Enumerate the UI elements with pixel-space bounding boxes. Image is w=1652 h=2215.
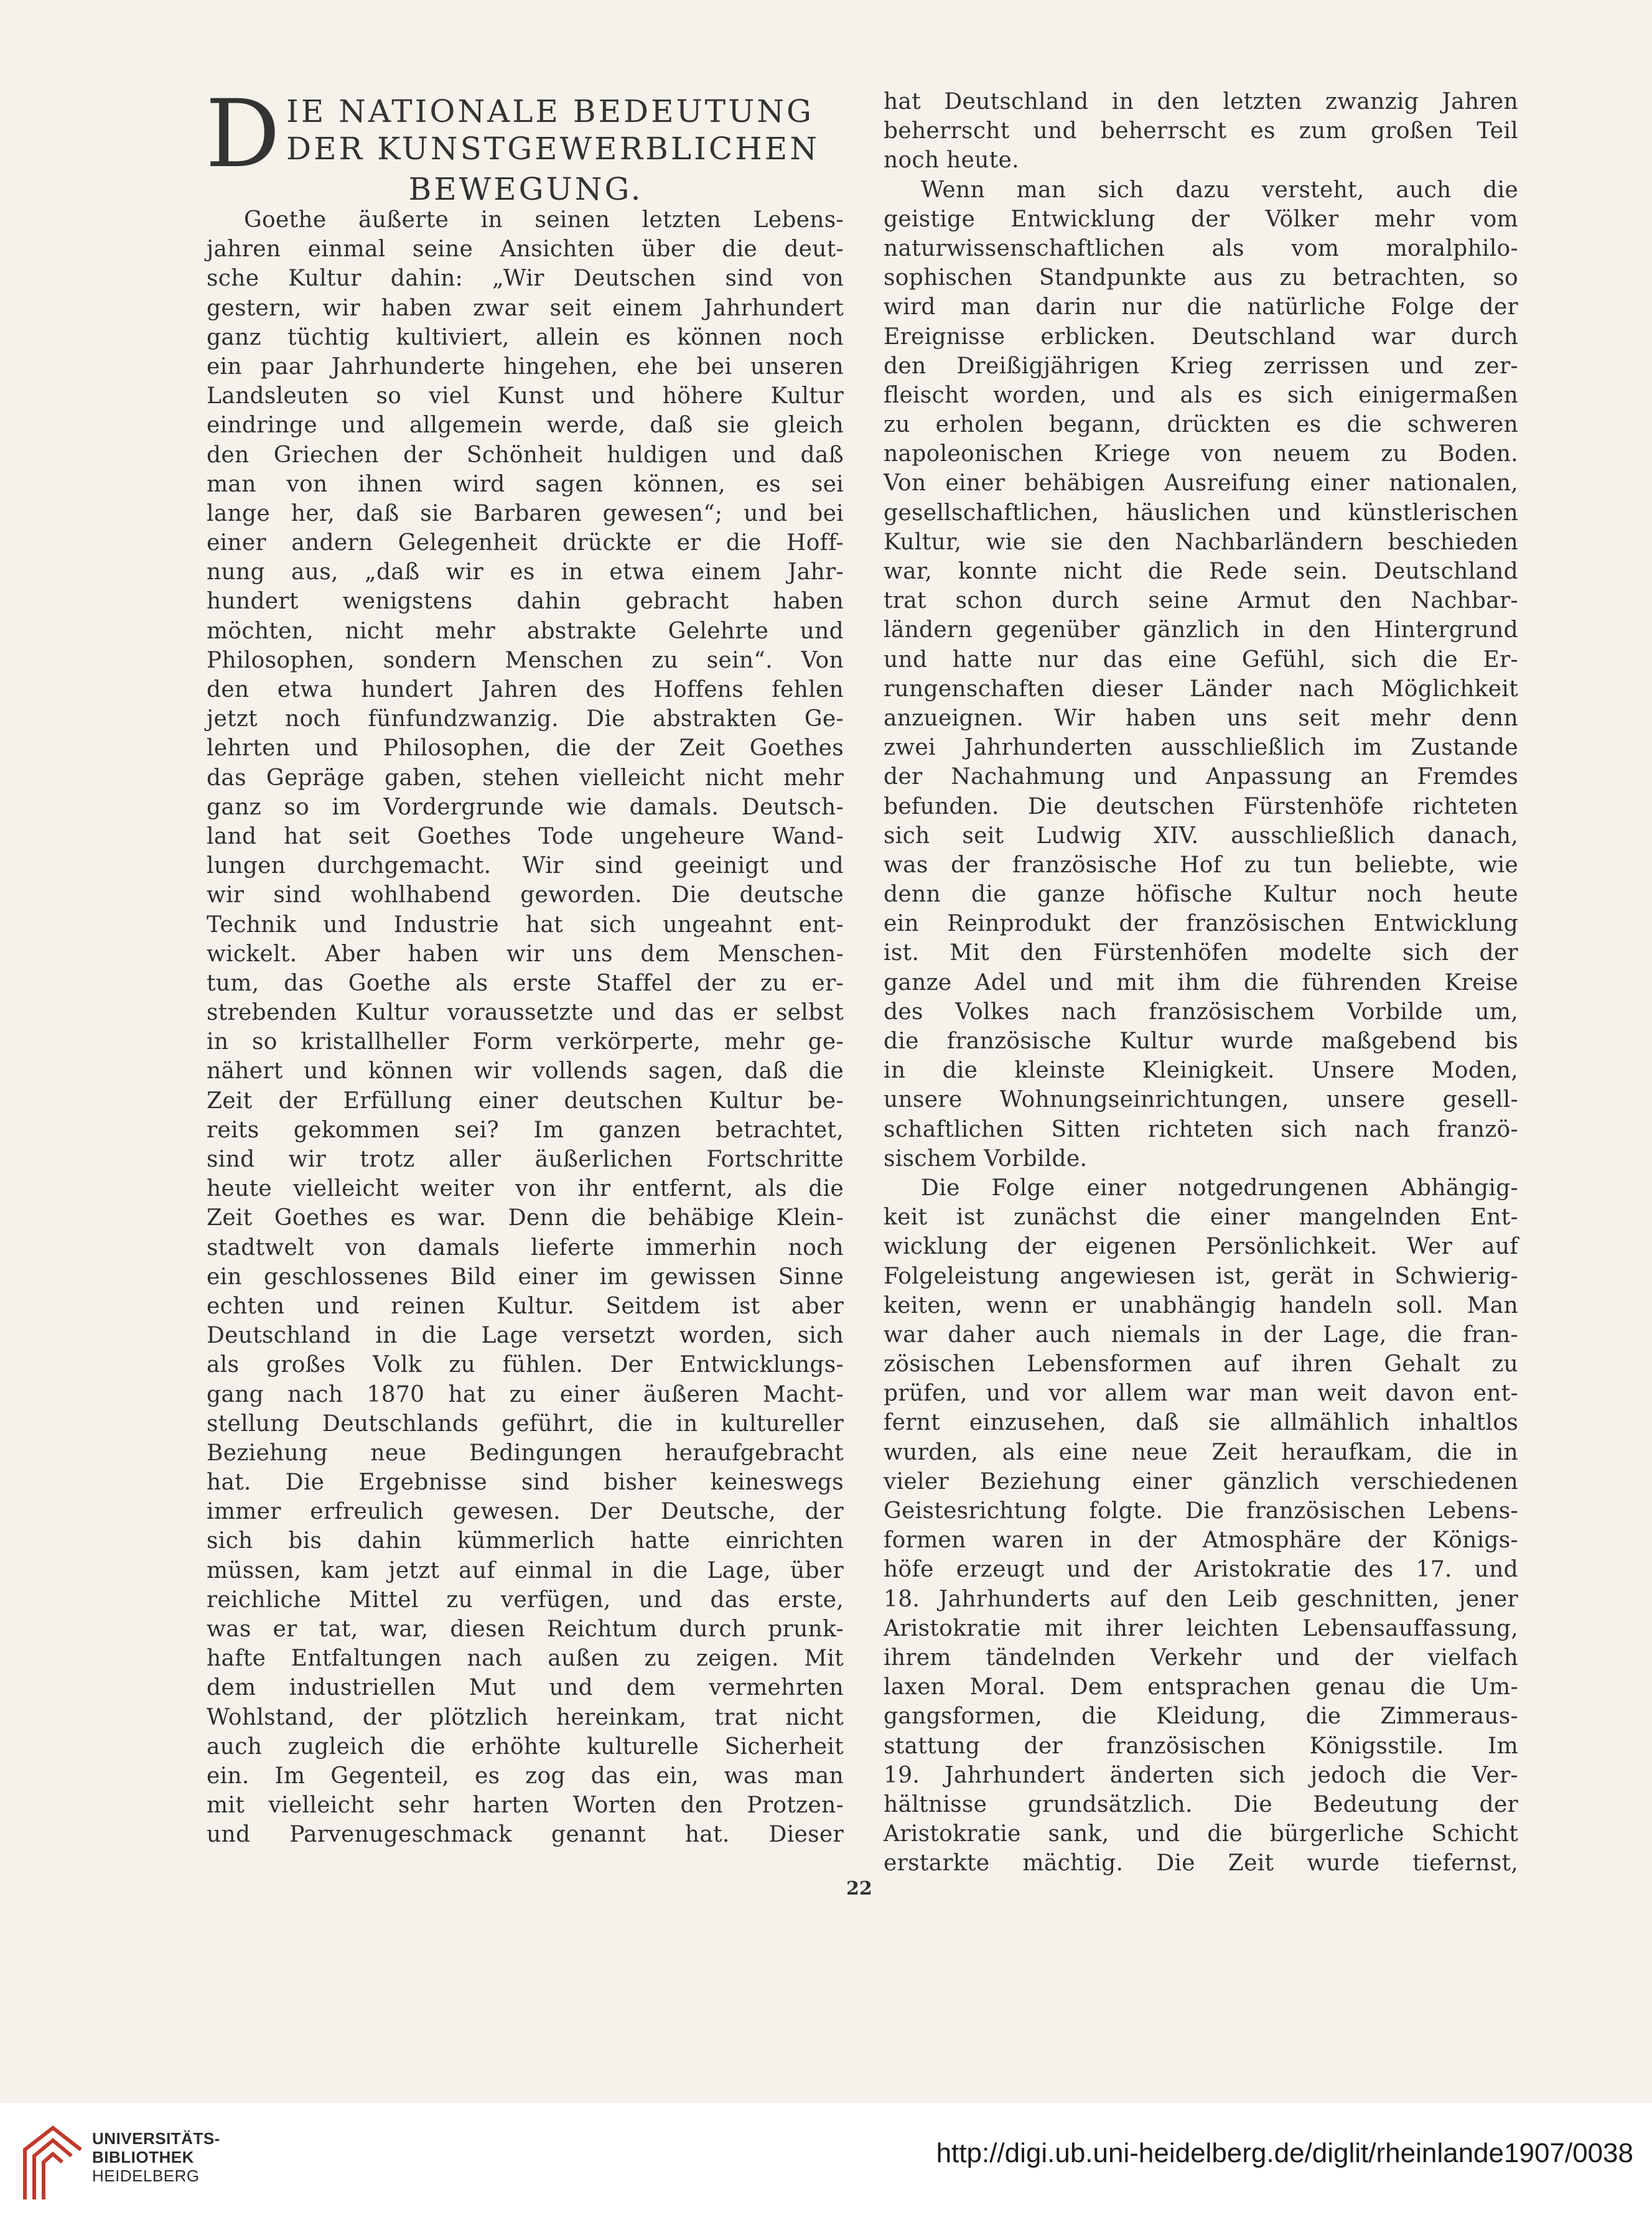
text-line: wickelt. Aber haben wir uns dem Menschen- <box>207 941 844 967</box>
library-name <box>92 2129 220 2185</box>
text-line: der Nachahmung und Anpassung an Fremdes <box>884 764 1518 790</box>
text-line: befunden. Die deutschen Fürstenhöfe richteten <box>884 793 1518 819</box>
text-line: hundert wenigstens dahin gebracht haben <box>207 589 844 615</box>
library-logo-icon <box>19 2122 84 2203</box>
text-line: land hat seit Goethes Tode ungeheure Wand- <box>207 823 844 849</box>
text-line: sophischen Standpunkte aus zu betrachten, so <box>884 265 1518 291</box>
text-line: Kultur, wie sie den Nachbarländern beschieden <box>884 529 1518 555</box>
text-line: Folgeleistung angewiesen ist, gerät in Schwierig- <box>884 1263 1518 1289</box>
text-line: denn die ganze höfische Kultur noch heute <box>884 882 1518 908</box>
text-line: sich seit Ludwig XIV. ausschließlich danach, <box>884 823 1518 849</box>
text-line: lungen durchgemacht. Wir sind geeinigt und <box>207 853 844 879</box>
text-line: gangsformen, die Kleidung, die Zimmeraus- <box>884 1704 1518 1730</box>
text-line: jahren einmal seine Ansichten über die deut- <box>207 236 844 263</box>
text-line: echten und reinen Kultur. Seitdem ist aber <box>207 1293 844 1319</box>
text-line: war, konnte nicht die Rede sein. Deutschland <box>884 559 1518 584</box>
text-line: höfe erzeugt und der Aristokratie des 17. und <box>884 1557 1518 1583</box>
text-line: geistige Entwicklung der Völker mehr vom <box>884 206 1518 232</box>
text-line: Beziehung neue Bedingungen heraufgebracht <box>207 1440 844 1466</box>
text-line: heute vielleicht weiter von ihr entfernt, als die <box>207 1176 844 1202</box>
library-line-2: BIBLIOTHEK <box>92 2148 194 2166</box>
text-line: trat schon durch seine Armut den Nachbar- <box>884 588 1518 614</box>
text-line: Goethe äußerte in seinen letzten Lebens- <box>244 207 844 233</box>
footer-bar <box>0 2103 1652 2215</box>
text-line: keit ist zunächst die einer mangelnden Ent- <box>884 1205 1518 1231</box>
text-line: anzueignen. Wir haben uns seit mehr denn <box>884 705 1518 731</box>
text-line: sind wir trotz aller äußerlichen Fortschritte <box>207 1147 844 1172</box>
text-line: Technik und Industrie hat sich ungeahnt ent- <box>207 912 844 938</box>
text-line: eindringe und allgemein werde, daß sie gleich <box>207 413 844 439</box>
text-line: in so kristallheller Form verkörperte, mehr ge- <box>207 1029 844 1055</box>
text-line: ganze Adel und mit ihm die führenden Kreise <box>884 969 1518 996</box>
text-line: hat Deutschland in den letzten zwanzig Jahren <box>884 89 1518 114</box>
text-line: Aristokratie sank, und die bürgerliche Schicht <box>884 1821 1518 1847</box>
text-line: stattung der französischen Königsstile. Im <box>884 1733 1518 1759</box>
text-line: Die Folge einer notgedrungenen Abhängig- <box>921 1175 1518 1201</box>
text-line: und hatte nur das eine Gefühl, sich die Er- <box>884 646 1518 673</box>
text-line: naturwissenschaftlichen als vom moralphilo- <box>884 235 1518 261</box>
text-line: fernt einzusehen, daß sie allmählich inhaltlos <box>884 1410 1518 1436</box>
text-line: hältnisse grundsätzlich. Die Bedeutung der <box>884 1791 1518 1817</box>
text-line: jetzt noch fünfundzwanzig. Die abstrakten Ge- <box>207 706 844 732</box>
text-line: ganz so im Vordergrunde wie damals. Deutsch- <box>207 794 844 820</box>
text-line: Zeit Goethes es war. Denn die behäbige Klein- <box>207 1205 844 1231</box>
text-line: Wenn man sich dazu versteht, auch die <box>921 177 1518 203</box>
text-line: sche Kultur dahin: „Wir Deutschen sind von <box>207 266 844 292</box>
text-line: zösischen Lebensformen auf ihren Gehalt zu <box>884 1351 1518 1378</box>
text-line: ganz tüchtig kultiviert, allein es können noch <box>207 324 844 350</box>
text-line: schaftlichen Sitten richteten sich nach franzö- <box>884 1116 1518 1142</box>
text-line: ein Reinprodukt der französischen Entwicklung <box>884 911 1518 937</box>
text-line: strebenden Kultur voraussetzte und das er selbst <box>207 1000 844 1026</box>
page-number: 22 <box>846 1878 872 1900</box>
text-line: Aristokratie mit ihrer leichten Lebensauffassung, <box>884 1615 1518 1641</box>
text-line: Ereignisse erblicken. Deutschland war durch <box>884 324 1518 350</box>
title-line-1: IE NATIONALE BEDEUTUNG <box>286 93 814 129</box>
text-line: napoleonischen Kriege von neuem zu Boden. <box>884 441 1518 467</box>
text-line: zu erholen begann, drückten es die schweren <box>884 412 1518 438</box>
text-line: gesellschaftlichen, häuslichen und künstlerischen <box>884 500 1518 526</box>
text-line: wicklung der eigenen Persönlichkeit. Wer auf <box>884 1234 1518 1260</box>
title-line-2: DER KUNSTGEWERBLICHEN <box>286 131 819 167</box>
text-line: sich bis dahin kümmerlich hatte einrichten <box>207 1528 844 1554</box>
title-line-3: BEWEGUNG. <box>408 171 643 207</box>
text-line: stadtwelt von damals lieferte immerhin noch <box>207 1234 844 1261</box>
text-line: was der französische Hof zu tun beliebte, wie <box>884 852 1518 878</box>
text-line: Wohlstand, der plötzlich hereinkam, trat nicht <box>207 1704 844 1730</box>
text-line: ihrem tändelnden Verkehr und der vielfach <box>884 1644 1518 1671</box>
dropcap: D <box>205 80 281 189</box>
text-line: fleischt worden, und als es sich einigermaßen <box>884 382 1518 408</box>
text-line: immer erfreulich gewesen. Der Deutsche, der <box>207 1499 844 1525</box>
text-line: was er tat, war, diesen Reichtum durch prunk- <box>207 1616 844 1642</box>
text-line: zwei Jahrhunderten ausschließlich im Zustande <box>884 735 1518 761</box>
text-line: unsere Wohnungseinrichtungen, unsere gesell- <box>884 1087 1518 1113</box>
text-line: reits gekommen sei? Im ganzen betrachtet, <box>207 1117 844 1143</box>
text-line: gestern, wir haben zwar seit einem Jahrhundert <box>207 295 844 321</box>
right-column <box>884 87 1518 1878</box>
text-line: Philosophen, sondern Menschen zu sein“. Von <box>207 647 844 673</box>
text-line: hafte Entfaltungen nach außen zu zeigen. Mit <box>207 1646 844 1672</box>
text-line: in die kleinste Kleinigkeit. Unsere Moden, <box>884 1058 1518 1084</box>
text-line: prüfen, und vor allem war man weit davon ent- <box>884 1381 1518 1407</box>
text-line: ist. Mit den Fürstenhöfen modelte sich der <box>884 940 1518 966</box>
text-line: ländern gegenüber gänzlich in den Hintergrund <box>884 617 1518 643</box>
text-line: keiten, wenn er unabhängig handeln soll. Man <box>884 1292 1518 1318</box>
text-line: den Dreißigjährigen Krieg zerrissen und zer- <box>884 353 1518 379</box>
text-line: nähert und können wir vollends sagen, daß die <box>207 1058 844 1084</box>
text-line: die französische Kultur wurde maßgebend bis <box>884 1028 1518 1054</box>
library-line-1: UNIVERSITÄTS- <box>92 2129 220 2148</box>
text-line: lange her, daß sie Barbaren gewesen“; und bei <box>207 500 844 526</box>
text-line: lehrten und Philosophen, die der Zeit Goethes <box>207 735 844 762</box>
text-line: tum, das Goethe als erste Staffel der zu er- <box>207 970 844 996</box>
text-line: wird man darin nur die natürliche Folge der <box>884 294 1518 320</box>
text-line: mit vielleicht sehr harten Worten den Protzen- <box>207 1793 844 1819</box>
text-line: laxen Moral. Dem entsprachen genau die Um- <box>884 1674 1518 1700</box>
text-line: beherrscht und beherrscht es zum großen Teil <box>884 118 1518 144</box>
text-line: und Parvenugeschmack genannt hat. Dieser <box>207 1822 844 1848</box>
text-line: einer andern Gelegenheit drückte er die Hoff- <box>207 530 844 556</box>
text-line: ein. Im Gegenteil, es zog das ein, was man <box>207 1763 844 1789</box>
text-line: rungenschaften dieser Länder nach Möglichkeit <box>884 676 1518 702</box>
text-line: müssen, kam jetzt auf einmal in die Lage, über <box>207 1557 844 1583</box>
text-line: hat. Die Ergebnisse sind bisher keineswegs <box>207 1470 844 1496</box>
text-line: nung aus, „daß wir es in etwa einem Jahr- <box>207 559 844 585</box>
text-line: den etwa hundert Jahren des Hoffens fehlen <box>207 677 844 702</box>
text-line: war daher auch niemals in der Lage, die fran- <box>884 1322 1518 1348</box>
text-line: Deutschland in die Lage versetzt worden, sich <box>207 1323 844 1349</box>
text-line: erstarkte mächtig. Die Zeit wurde tiefernst, <box>884 1850 1518 1877</box>
source-url[interactable]: http://digi.ub.uni-heidelberg.de/diglit/rheinlande1907/0038 <box>936 2138 1633 2168</box>
text-line: dem industriellen Mut und dem vermehrten <box>207 1675 844 1701</box>
text-line: den Griechen der Schönheit huldigen und daß <box>207 442 844 468</box>
library-line-3: HEIDELBERG <box>92 2166 200 2185</box>
text-line: als großes Volk zu fühlen. Der Entwicklungs- <box>207 1352 844 1378</box>
text-line: auch zugleich die erhöhte kulturelle Sicherheit <box>207 1733 844 1760</box>
text-line: Von einer behäbigen Ausreifung einer nationalen, <box>884 470 1518 497</box>
text-line: ein geschlossenes Bild einer im gewissen Sinne <box>207 1264 844 1290</box>
left-column <box>207 205 844 1850</box>
text-line: des Volkes nach französischem Vorbilde um, <box>884 999 1518 1025</box>
text-line: möchten, nicht mehr abstrakte Gelehrte und <box>207 618 844 644</box>
text-line: 18. Jahrhunderts auf den Leib geschnitten, jener <box>884 1586 1518 1612</box>
text-line: Geistesrichtung folgte. Die französischen Lebens- <box>884 1498 1518 1524</box>
text-line: wir sind wohlhabend geworden. Die deutsche <box>207 882 844 908</box>
text-line: stellung Deutschlands geführt, die in kultureller <box>207 1411 844 1437</box>
text-line: Zeit der Erfüllung einer deutschen Kultur be- <box>207 1088 844 1114</box>
text-line: ein paar Jahrhunderte hingehen, ehe bei unseren <box>207 353 844 380</box>
text-line: vieler Beziehung einer gänzlich verschiedenen <box>884 1468 1518 1495</box>
text-line: reichliche Mittel zu verfügen, und das erste, <box>207 1587 844 1613</box>
text-line: man von ihnen wird sagen können, es sei <box>207 471 844 497</box>
text-line: das Gepräge gaben, stehen vielleicht nicht mehr <box>207 765 844 791</box>
text-line: wurden, als eine neue Zeit heraufkam, die in <box>884 1439 1518 1465</box>
text-line: sischem Vorbilde. <box>884 1145 1088 1172</box>
text-line: formen waren in der Atmosphäre der Königs- <box>884 1527 1518 1554</box>
text-line: noch heute. <box>884 147 1019 174</box>
text-line: Landsleuten so viel Kunst und höhere Kultur <box>207 383 844 409</box>
text-line: 19. Jahrhundert änderten sich jedoch die Ver- <box>884 1762 1518 1788</box>
text-line: gang nach 1870 hat zu einer äußeren Macht- <box>207 1381 844 1407</box>
